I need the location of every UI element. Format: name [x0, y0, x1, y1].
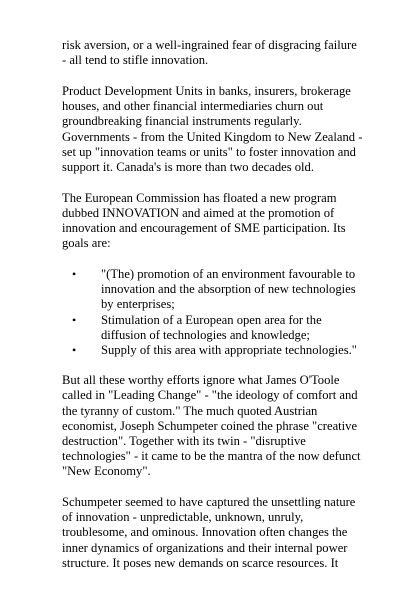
list-item-text: "(The) promotion of an environment favourable to innovation and the absorption of new technologies by enterprises;: [101, 266, 356, 312]
list-item-text: Supply of this area with appropriate technologies.": [101, 342, 357, 357]
list-item-text: Stimulation of a European open area for the diffusion of technologies and knowledge;: [101, 312, 322, 342]
bullet-icon: •: [72, 266, 77, 281]
list-item: [72, 267, 364, 313]
bullet-icon: •: [72, 342, 77, 357]
document-page: [62, 38, 364, 587]
paragraph-risk-aversion: risk aversion, or a well-ingrained fear of disgracing failure - all tend to stifle innovation.: [62, 38, 357, 68]
paragraph-otoole: But all these worthy efforts ignore what James O'Toole called in "Leading Change" - "the ideology of comfort and the tyranny of custom." The much quoted Austrian economist, Joseph Schumpeter coined the phrase "creative destruction". Together with its twin - "disruptive technologies" - it came to be the mantra of the now defunct "New Economy".: [62, 373, 361, 479]
paragraph-european-commission: The European Commission has floated a new program dubbed INNOVATION and aimed at the promotion of innovation and encouragement of SME participation. Its goals are:: [62, 190, 346, 251]
paragraph-product-development: Product Development Units in banks, insurers, brokerage houses, and other financial intermediaries churn out groundbreaking financial instruments regularly. Governments - from the United Kingdom to New Zealand - set up "innovation teams or units" to foster innovation and support it. Canada's is more than two decades old.: [62, 83, 363, 174]
list-item: [72, 313, 364, 343]
list-item: [72, 343, 364, 358]
paragraph-schumpeter: Schumpeter seemed to have captured the unsettling nature of innovation - unpredictable, unknown, unruly, troublesome, and ominous. Innovation often changes the inner dynamics of organizations and their internal power structure. It poses new demands on scarce resources. It: [62, 495, 356, 570]
goals-list: [62, 267, 364, 358]
bullet-icon: •: [72, 312, 77, 327]
